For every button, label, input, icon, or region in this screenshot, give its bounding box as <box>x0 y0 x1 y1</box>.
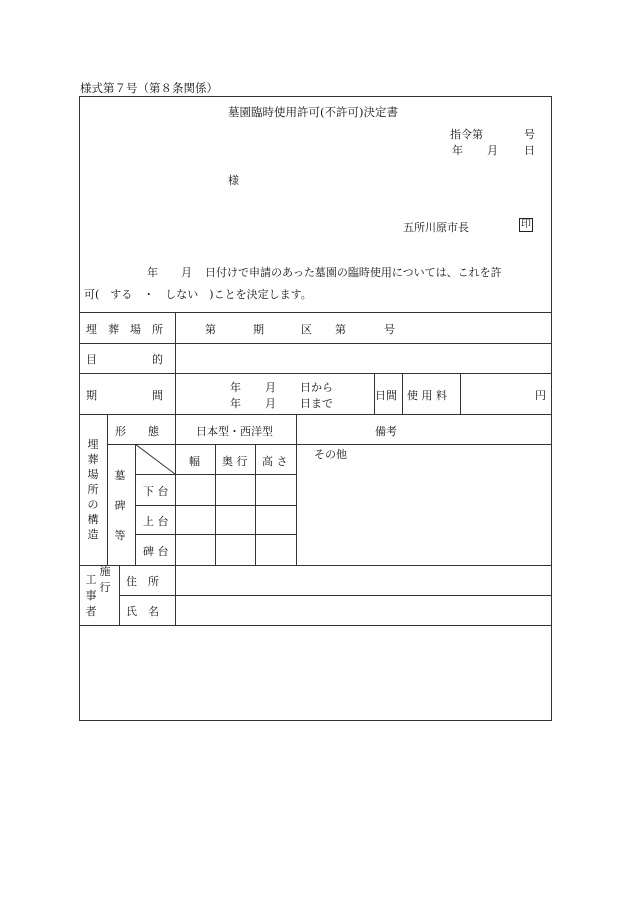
rule <box>402 373 403 414</box>
burial-site-ku: 区 <box>301 323 312 336</box>
remarks-label: 備考 <box>375 425 397 438</box>
rule <box>175 414 176 565</box>
issuer-name: 五所川原市長 <box>403 221 469 234</box>
rule <box>79 414 551 415</box>
burial-site-dai2: 第 <box>335 323 346 336</box>
row-stele: 碑 台 <box>143 545 169 558</box>
form-label: 形 態 <box>115 425 159 438</box>
form-value: 日本型・西洋型 <box>196 425 273 438</box>
body-year: 年 <box>147 266 158 279</box>
fee-unit: 円 <box>535 389 546 402</box>
rule <box>175 565 176 625</box>
rule <box>107 414 108 565</box>
rule <box>79 373 551 374</box>
form-number: 様式第７号（第８条関係） <box>80 81 218 95</box>
contractor-address-label: 住 所 <box>126 575 159 588</box>
rule <box>119 565 120 625</box>
contractor-label-col2: 施行 <box>99 565 111 594</box>
burial-site-dai: 第 <box>205 323 216 336</box>
period-from-text: 日から <box>300 381 333 394</box>
col-depth: 奥 行 <box>222 455 248 468</box>
rule <box>460 373 461 414</box>
period-to-year: 年 <box>230 397 241 410</box>
row-lower: 下 台 <box>143 485 169 498</box>
rule <box>215 444 216 565</box>
structure-vertical-label: 埋葬場所の構造 <box>87 438 99 541</box>
purpose-label: 目 的 <box>86 353 163 366</box>
order-number-suffix: 号 <box>524 128 535 141</box>
contractor-name-label: 氏 名 <box>126 605 159 618</box>
col-width: 幅 <box>189 455 200 468</box>
remarks-other: その他 <box>314 448 347 461</box>
body-month: 月 <box>181 266 192 279</box>
body-line1: 日付けで申請のあった墓園の臨時使用については、これを許 <box>205 266 502 279</box>
rule <box>255 444 256 565</box>
body-line2: 可( する ・ しない )ことを決定します。 <box>84 288 312 301</box>
col-height: 高 さ <box>262 455 288 468</box>
contractor-label-col1: 工事者 <box>85 573 97 618</box>
burial-site-ki: 期 <box>253 323 264 336</box>
rule <box>79 312 551 313</box>
period-label: 期 間 <box>86 389 163 402</box>
rule <box>79 625 551 626</box>
row-upper: 上 台 <box>143 515 169 528</box>
period-to-month: 月 <box>265 397 276 410</box>
period-from-year: 年 <box>230 381 241 394</box>
burial-site-label: 埋 葬 場 所 <box>86 323 163 336</box>
issuer-seal: 印 <box>521 219 531 230</box>
rule <box>175 312 176 414</box>
period-days: 日間 <box>375 389 397 402</box>
burial-site-go: 号 <box>384 323 395 336</box>
diagonal-line <box>135 444 176 475</box>
order-label: 指令第 <box>450 128 483 141</box>
addressee-honorific: 様 <box>228 174 239 187</box>
period-to-text: 日まで <box>300 397 333 410</box>
date-year: 年 <box>452 144 463 157</box>
rule <box>296 414 297 565</box>
fee-label: 使 用 料 <box>407 389 447 402</box>
date-day: 日 <box>524 144 535 157</box>
rule <box>79 343 551 344</box>
rule <box>119 595 551 596</box>
tomb-vertical-label: 墓碑等 <box>114 469 126 542</box>
period-from-month: 月 <box>265 381 276 394</box>
rule <box>79 565 551 566</box>
document-title: 墓園臨時使用許可(不許可)決定書 <box>228 105 398 119</box>
date-month: 月 <box>487 144 498 157</box>
